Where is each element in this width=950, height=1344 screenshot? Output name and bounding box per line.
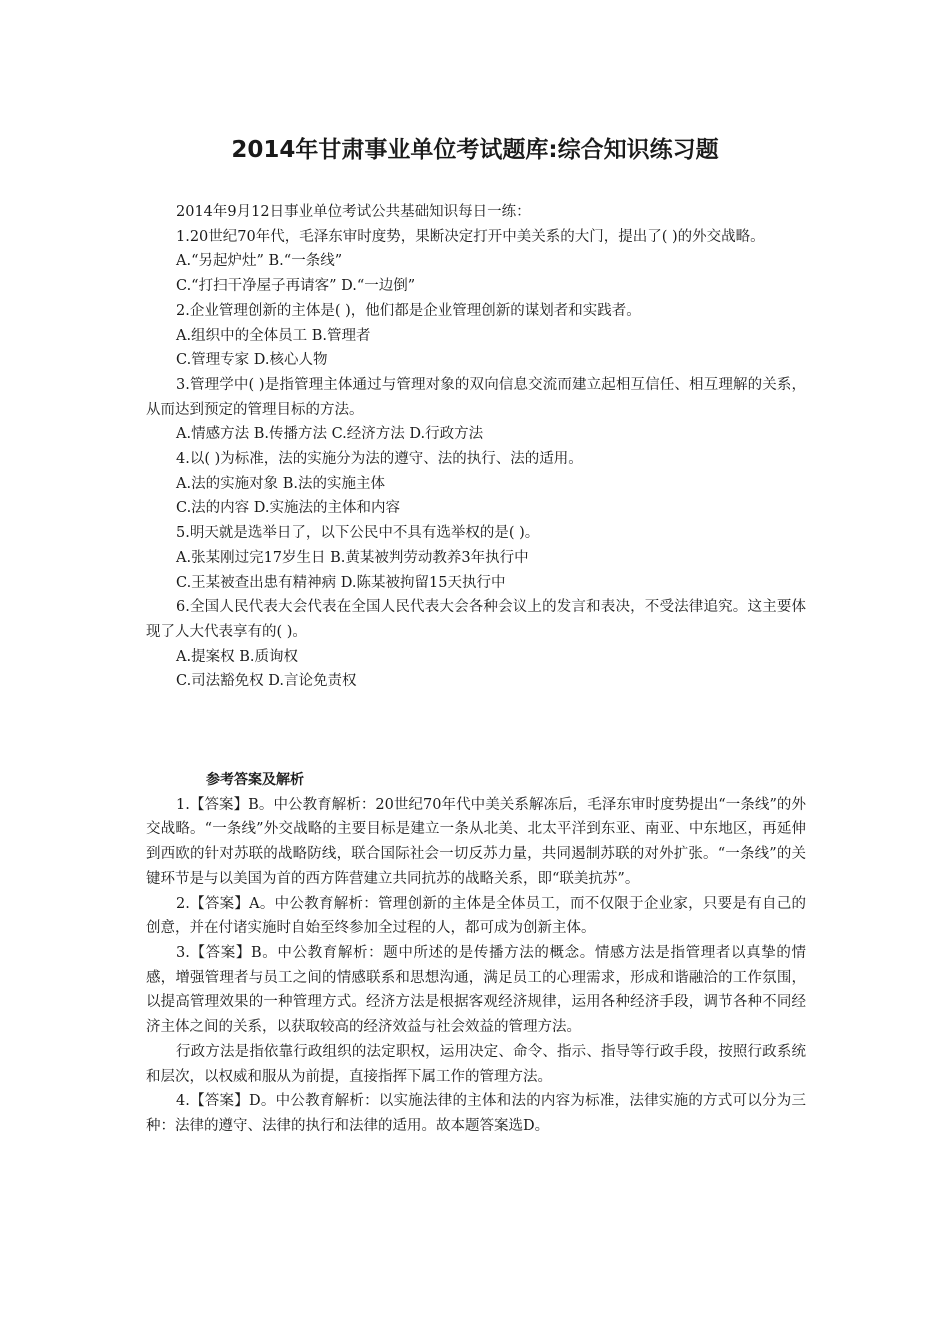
answer-paragraph: 4.【答案】D。中公教育解析：以实施法律的主体和法的内容为标准，法律实施的方式可以分为三种：法律的遵守、法律的执行和法律的适用。故本题答案选D。 — [146, 1093, 806, 1134]
question-stem: 3.管理学中( )是指管理主体通过与管理对象的双向信息交流而建立起相互信任、相互理解的关系，从而达到预定的管理目标的方法。 — [146, 376, 806, 418]
intro-line: 2014年9月12日事业单位考试公共基础知识每日一练： — [176, 204, 531, 220]
question-stem: 4.以( )为标准，法的实施分为法的遵守、法的执行、法的适用。 — [176, 451, 583, 468]
question-options: A.法的实施对象 B.法的实施主体 — [176, 475, 385, 492]
question-4 — [146, 447, 806, 521]
question-stem: 2.企业管理创新的主体是( )，他们都是企业管理创新的谋划者和实践者。 — [176, 302, 641, 319]
question-options: A.“另起炉灶” B.“一条线” — [176, 253, 343, 270]
answer-paragraph: 行政方法是指依靠行政组织的法定职权，运用决定、命令、指示、指导等行政手段，按照行政系统和层次，以权威和服从为前提，直接指挥下属工作的管理方法。 — [146, 1043, 806, 1085]
question-options: C.“打扫干净屋子再请客” D.“一边倒” — [176, 278, 416, 295]
answer-paragraph: 1.【答案】B。中公教育解析：20世纪70年代中美关系解冻后，毛泽东审时度势提出“一条线”的外交战略。“一条线”外交战略的主要目标是建立一条从北美、北太平洋到东亚、南亚、中东地区，再延伸到西欧的针对苏联的战略防线，联合国际社会一切反苏力量，共同遏制苏联的对外扩张。“一条线”的关键环节是与以美国为首的西方阵营建立共同抗苏的战略关系，即“联美抗苏”。 — [146, 796, 806, 887]
answers-section — [146, 768, 806, 1139]
question-2 — [146, 299, 806, 373]
question-stem: 1.20世纪70年代，毛泽东审时度势，果断决定打开中美关系的大门，提出了( )的外交战略。 — [176, 228, 765, 245]
question-1 — [146, 225, 806, 299]
question-options: A.张某刚过完17岁生日 B.黄某被判劳动教养3年执行中 — [176, 549, 529, 566]
question-stem: 6.全国人民代表大会代表在全国人民代表大会各种会议上的发言和表决，不受法律追究。这主要体现了人大代表享有的( )。 — [146, 599, 806, 640]
question-5 — [146, 521, 806, 595]
question-stem: 5.明天就是选举日了，以下公民中不具有选举权的是( )。 — [176, 525, 540, 542]
question-options: C.管理专家 D.核心人物 — [176, 352, 328, 369]
document-title: 2014年甘肃事业单位考试题库:综合知识练习题 — [231, 137, 719, 163]
document-body — [146, 200, 806, 1139]
answers-heading: 参考答案及解析 — [206, 772, 304, 789]
answer-paragraph: 3.【答案】B。中公教育解析：题中所述的是传播方法的概念。情感方法是指管理者以真挚的情感，增强管理者与员工之间的情感联系和思想沟通，满足员工的心理需求，形成和谐融洽的工作氛围，以提高管理效果的一种管理方式。经济方法是根据客观经济规律，运用各种经济手段，调节各种不同经济主体之间的关系，以获取较高的经济效益与社会效益的管理方法。 — [146, 944, 806, 1036]
question-3 — [146, 373, 806, 447]
answer-paragraph: 2.【答案】A。中公教育解析：管理创新的主体是全体员工，而不仅限于企业家，只要是有自己的创意，并在付诸实施时自始至终参加全过程的人，都可成为创新主体。 — [146, 895, 806, 937]
question-options: C.法的内容 D.实施法的主体和内容 — [176, 500, 401, 517]
question-6 — [146, 595, 806, 694]
question-options: A.提案权 B.质询权 — [176, 648, 298, 665]
question-options: A.情感方法 B.传播方法 C.经济方法 D.行政方法 — [176, 426, 484, 443]
question-options: C.司法豁免权 D.言论免责权 — [176, 673, 357, 690]
question-options: C.王某被查出患有精神病 D.陈某被拘留15天执行中 — [176, 574, 506, 591]
section-spacer — [146, 694, 806, 768]
question-options: A.组织中的全体员工 B.管理者 — [176, 327, 371, 344]
